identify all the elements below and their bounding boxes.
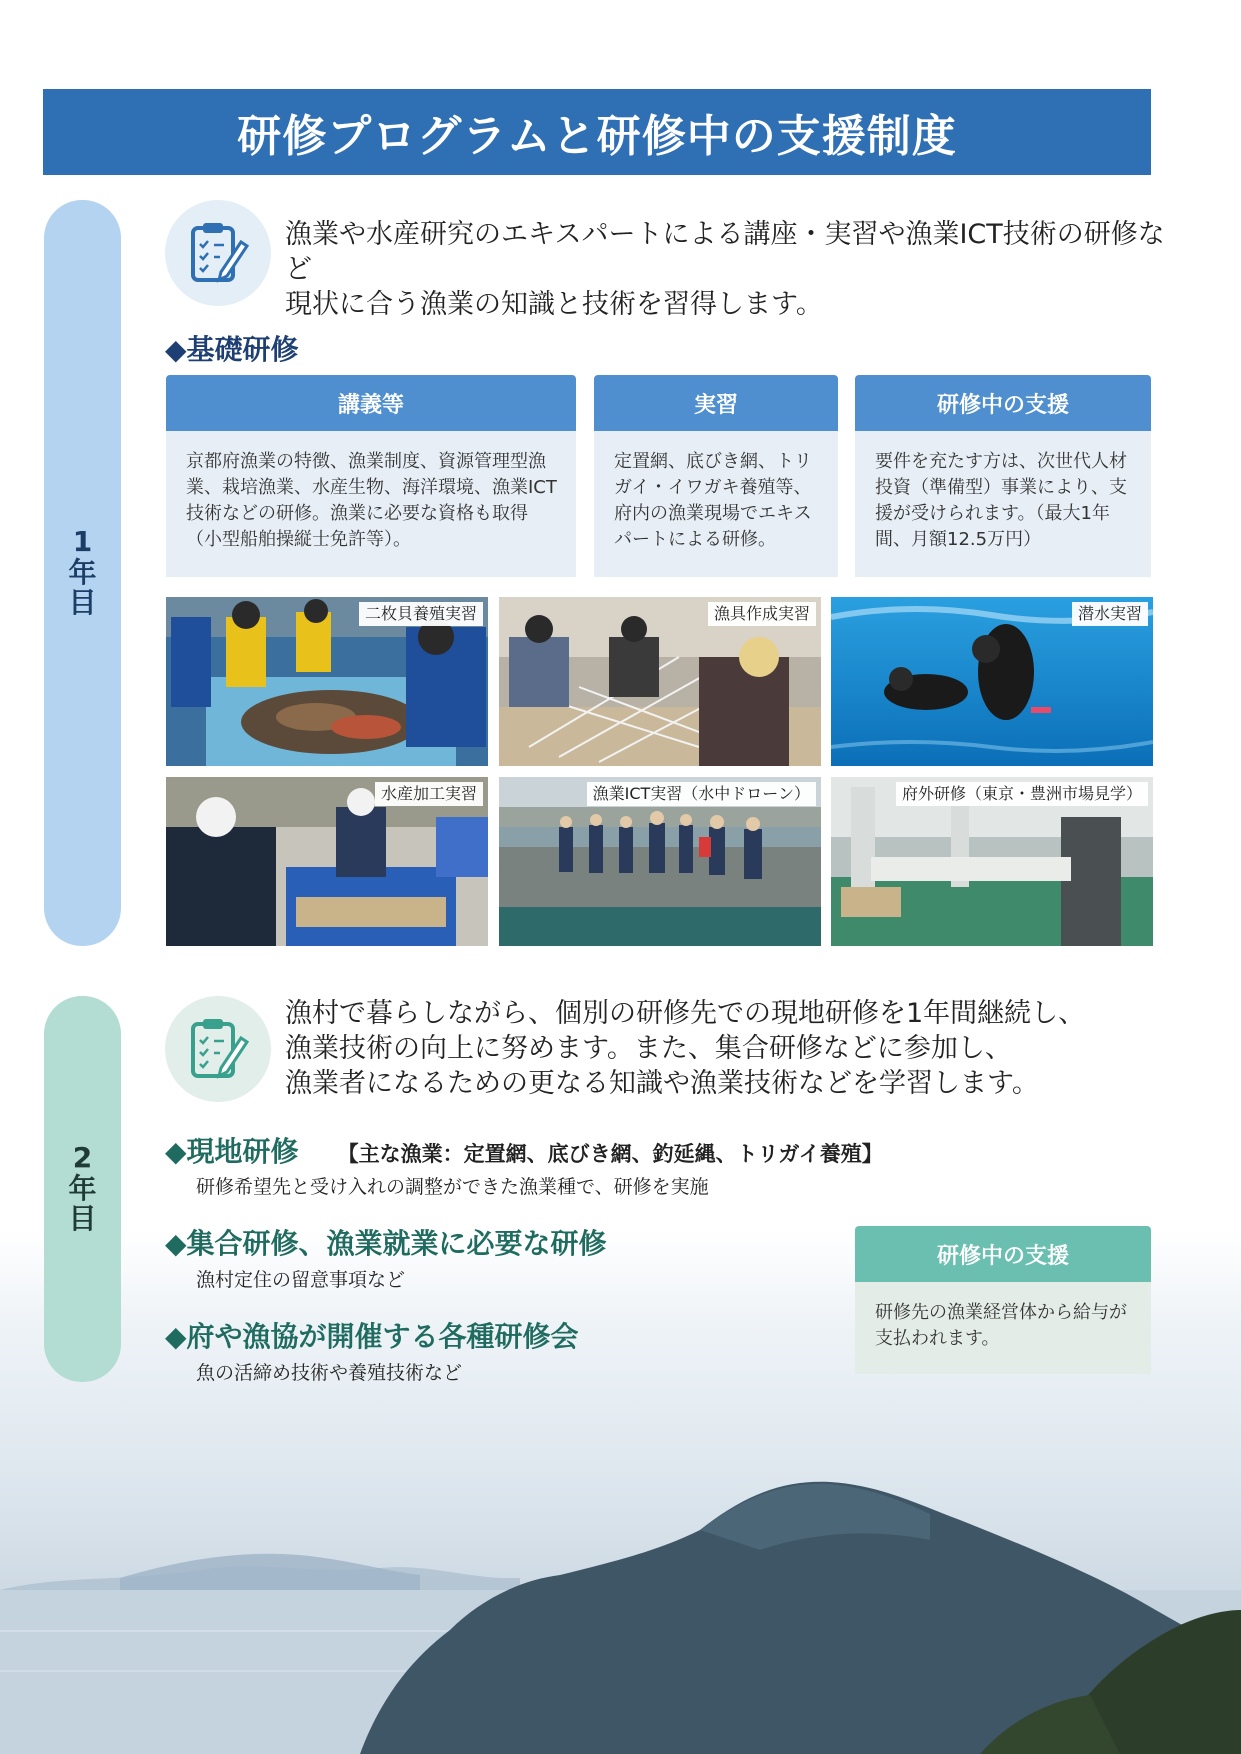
card-practice-title: 実習 bbox=[594, 375, 838, 431]
year1-lead-line2: 現状に合う漁業の知識と技術を習得します。 bbox=[285, 289, 823, 320]
year2-label-a: 年 bbox=[68, 1171, 97, 1205]
basic-training-heading: ◆基礎研修 bbox=[165, 333, 299, 366]
photo-market-visit bbox=[831, 777, 1153, 946]
photo-seafood-processing bbox=[166, 777, 488, 946]
year1-label bbox=[44, 200, 121, 946]
clipboard-pen-icon bbox=[165, 200, 271, 306]
onsite-training-title: ◆現地研修 bbox=[165, 1135, 299, 1168]
card-lectures-body: 京都府漁業の特徴、漁業制度、資源管理型漁業、栽培漁業、水産生物、海洋環境、漁業ICT技術などの研修。漁業に必要な資格も取得（小型船舶操縦士免許等）。 bbox=[166, 431, 576, 577]
onsite-training-heading bbox=[165, 1130, 883, 1170]
photo-gear-making bbox=[499, 597, 821, 766]
card-lectures-title: 講義等 bbox=[166, 375, 576, 431]
photo-ict-drone bbox=[499, 777, 821, 946]
year2-lead bbox=[285, 996, 1165, 1101]
photo-caption: 漁業ICT実習（水中ドローン） bbox=[587, 782, 816, 806]
photo-caption: 潜水実習 bbox=[1072, 602, 1148, 626]
year2-label-num: 2 bbox=[72, 1140, 93, 1174]
photo-diving bbox=[831, 597, 1153, 766]
year1-label-b: 目 bbox=[68, 586, 97, 620]
photo-caption: 漁具作成実習 bbox=[708, 602, 816, 626]
year2-lead-line1: 漁村で暮らしながら、個別の研修先での現地研修を1年間継続し、 bbox=[285, 998, 1086, 1029]
card-practice-body: 定置網、底びき網、トリガイ・イワガキ養殖等、府内の漁業現場でエキスパートによる研修。 bbox=[594, 431, 838, 577]
card-support-body: 要件を充たす方は、次世代人材投資（準備型）事業により、支援が受けられます。（最大1年間、月額12.5万円） bbox=[855, 431, 1151, 577]
year1-lead bbox=[285, 217, 1165, 322]
year2-support-title: 研修中の支援 bbox=[855, 1226, 1151, 1282]
main-fisheries-note: 【主な漁業：定置網、底びき網、釣延縄、トリガイ養殖】 bbox=[337, 1142, 883, 1166]
card-support-title: 研修中の支援 bbox=[855, 375, 1151, 431]
year2-label bbox=[44, 996, 121, 1382]
clipboard-pen-icon bbox=[165, 996, 271, 1102]
card-practice bbox=[594, 375, 838, 577]
page-title: 研修プログラムと研修中の支援制度 bbox=[43, 89, 1151, 175]
year1-lead-line1: 漁業や水産研究のエキスパートによる講座・実習や漁業ICT技術の研修など bbox=[285, 219, 1165, 285]
photo-caption: 水産加工実習 bbox=[375, 782, 483, 806]
year1-label-a: 年 bbox=[68, 555, 97, 589]
group-training-desc: 漁村定住の留意事項など bbox=[196, 1269, 406, 1291]
year1-label-num: 1 bbox=[72, 524, 93, 558]
year2-support-body: 研修先の漁業経営体から給与が支払われます。 bbox=[855, 1282, 1151, 1374]
year2-support-card bbox=[855, 1226, 1151, 1374]
photo-caption: 二枚貝養殖実習 bbox=[359, 602, 483, 626]
photo-bivalve-culture bbox=[166, 597, 488, 766]
group-training-title: ◆集合研修、漁業就業に必要な研修 bbox=[165, 1227, 607, 1260]
year2-lead-line3: 漁業者になるための更なる知識や漁業技術などを学習します。 bbox=[285, 1068, 1039, 1099]
photo-caption: 府外研修（東京・豊洲市場見学） bbox=[896, 782, 1148, 806]
workshops-title: ◆府や漁協が開催する各種研修会 bbox=[165, 1320, 579, 1353]
card-support bbox=[855, 375, 1151, 577]
onsite-training-desc: 研修希望先と受け入れの調整ができた漁業種で、研修を実施 bbox=[196, 1176, 709, 1198]
year2-label-b: 目 bbox=[68, 1202, 97, 1236]
card-lectures bbox=[166, 375, 576, 577]
workshops-desc: 魚の活締め技術や養殖技術など bbox=[196, 1362, 463, 1384]
year2-lead-line2: 漁業技術の向上に努めます。また、集合研修などに参加し、 bbox=[285, 1033, 1012, 1064]
